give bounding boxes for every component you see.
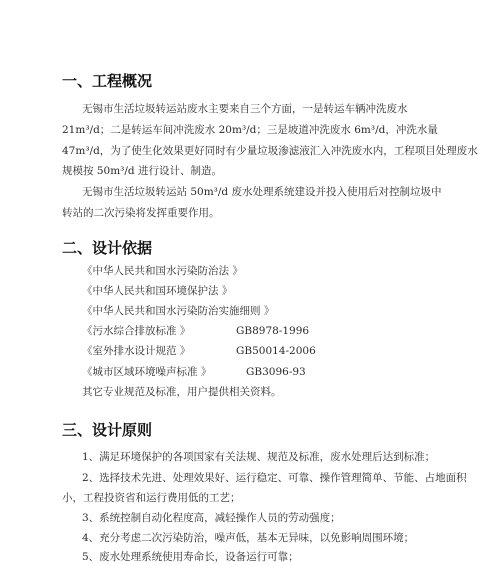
s3-line-6: 5、废水处理系统使用寿命长，设备运行可靠；	[82, 551, 299, 563]
s2-item-1-name: 《中华人民共和国水污染防治法 》	[82, 265, 243, 277]
s2-item-4-code: GB8978-1996	[236, 325, 310, 337]
s1-line-4: 规模按 50m³/d 进行设计、制造。	[62, 165, 222, 177]
s2-item-3-name: 《中华人民共和国水污染防治实施细则 》	[82, 305, 275, 317]
s2-note: 其它专业规范及标准，用户提供相关资料。	[82, 386, 282, 398]
section-2-heading: 二、设计依据	[62, 239, 153, 257]
s1-line-6: 转站的二次污染将发挥重要作用。	[62, 207, 220, 219]
s1-line-5: 无锡市生活垃圾转运站 50m³/d 废水处理系统建设并投入使用后对控制垃圾中	[82, 186, 442, 198]
s2-item-6-code: GB3096-93	[246, 366, 306, 378]
s2-item-4-name: 《污水综合排放标准 》	[82, 325, 191, 337]
s1-line-1: 无锡市生活垃圾转运站废水主要来自三个方面，一是转运车辆冲洗废水	[82, 103, 408, 115]
s3-line-4: 3、系统控制自动化程度高，减轻操作人员的劳动强度；	[82, 512, 341, 524]
s3-line-1: 1、满足环境保护的各项国家有关法规、规范及标准，废水处理后达到标准；	[82, 451, 436, 463]
section-3-heading: 三、设计原则	[62, 421, 153, 439]
s3-line-3: 小，工程投资省和运行费用低的工艺；	[62, 492, 241, 504]
section-1-heading: 一、工程概况	[62, 72, 153, 90]
s3-line-5: 4、充分考虑二次污染防治，噪声低，基本无异味，以免影响周围环境；	[82, 532, 415, 544]
s2-item-6-name: 《城市区域环境噪声标准 》	[82, 366, 212, 378]
s2-item-5-name: 《室外排水设计规范 》	[82, 345, 191, 357]
s2-item-2-name: 《中华人民共和国环境保护法 》	[82, 285, 233, 297]
s3-line-2: 2、选择技术先进、处理效果好、运行稳定、可靠、操作管理简单、节能、占地面积	[82, 472, 467, 484]
s1-line-2: 21m³/d；二是转运车间冲洗废水 20m³/d；三是坡道冲洗废水 6m³/d，冲洗水量	[62, 124, 438, 136]
s1-line-3: 47m³/d，为了使生化效果更好同时有少量垃圾渗滤液汇入冲洗废水内，工程项目处理废水	[62, 145, 478, 157]
s2-item-5-code: GB50014-2006	[236, 345, 316, 357]
